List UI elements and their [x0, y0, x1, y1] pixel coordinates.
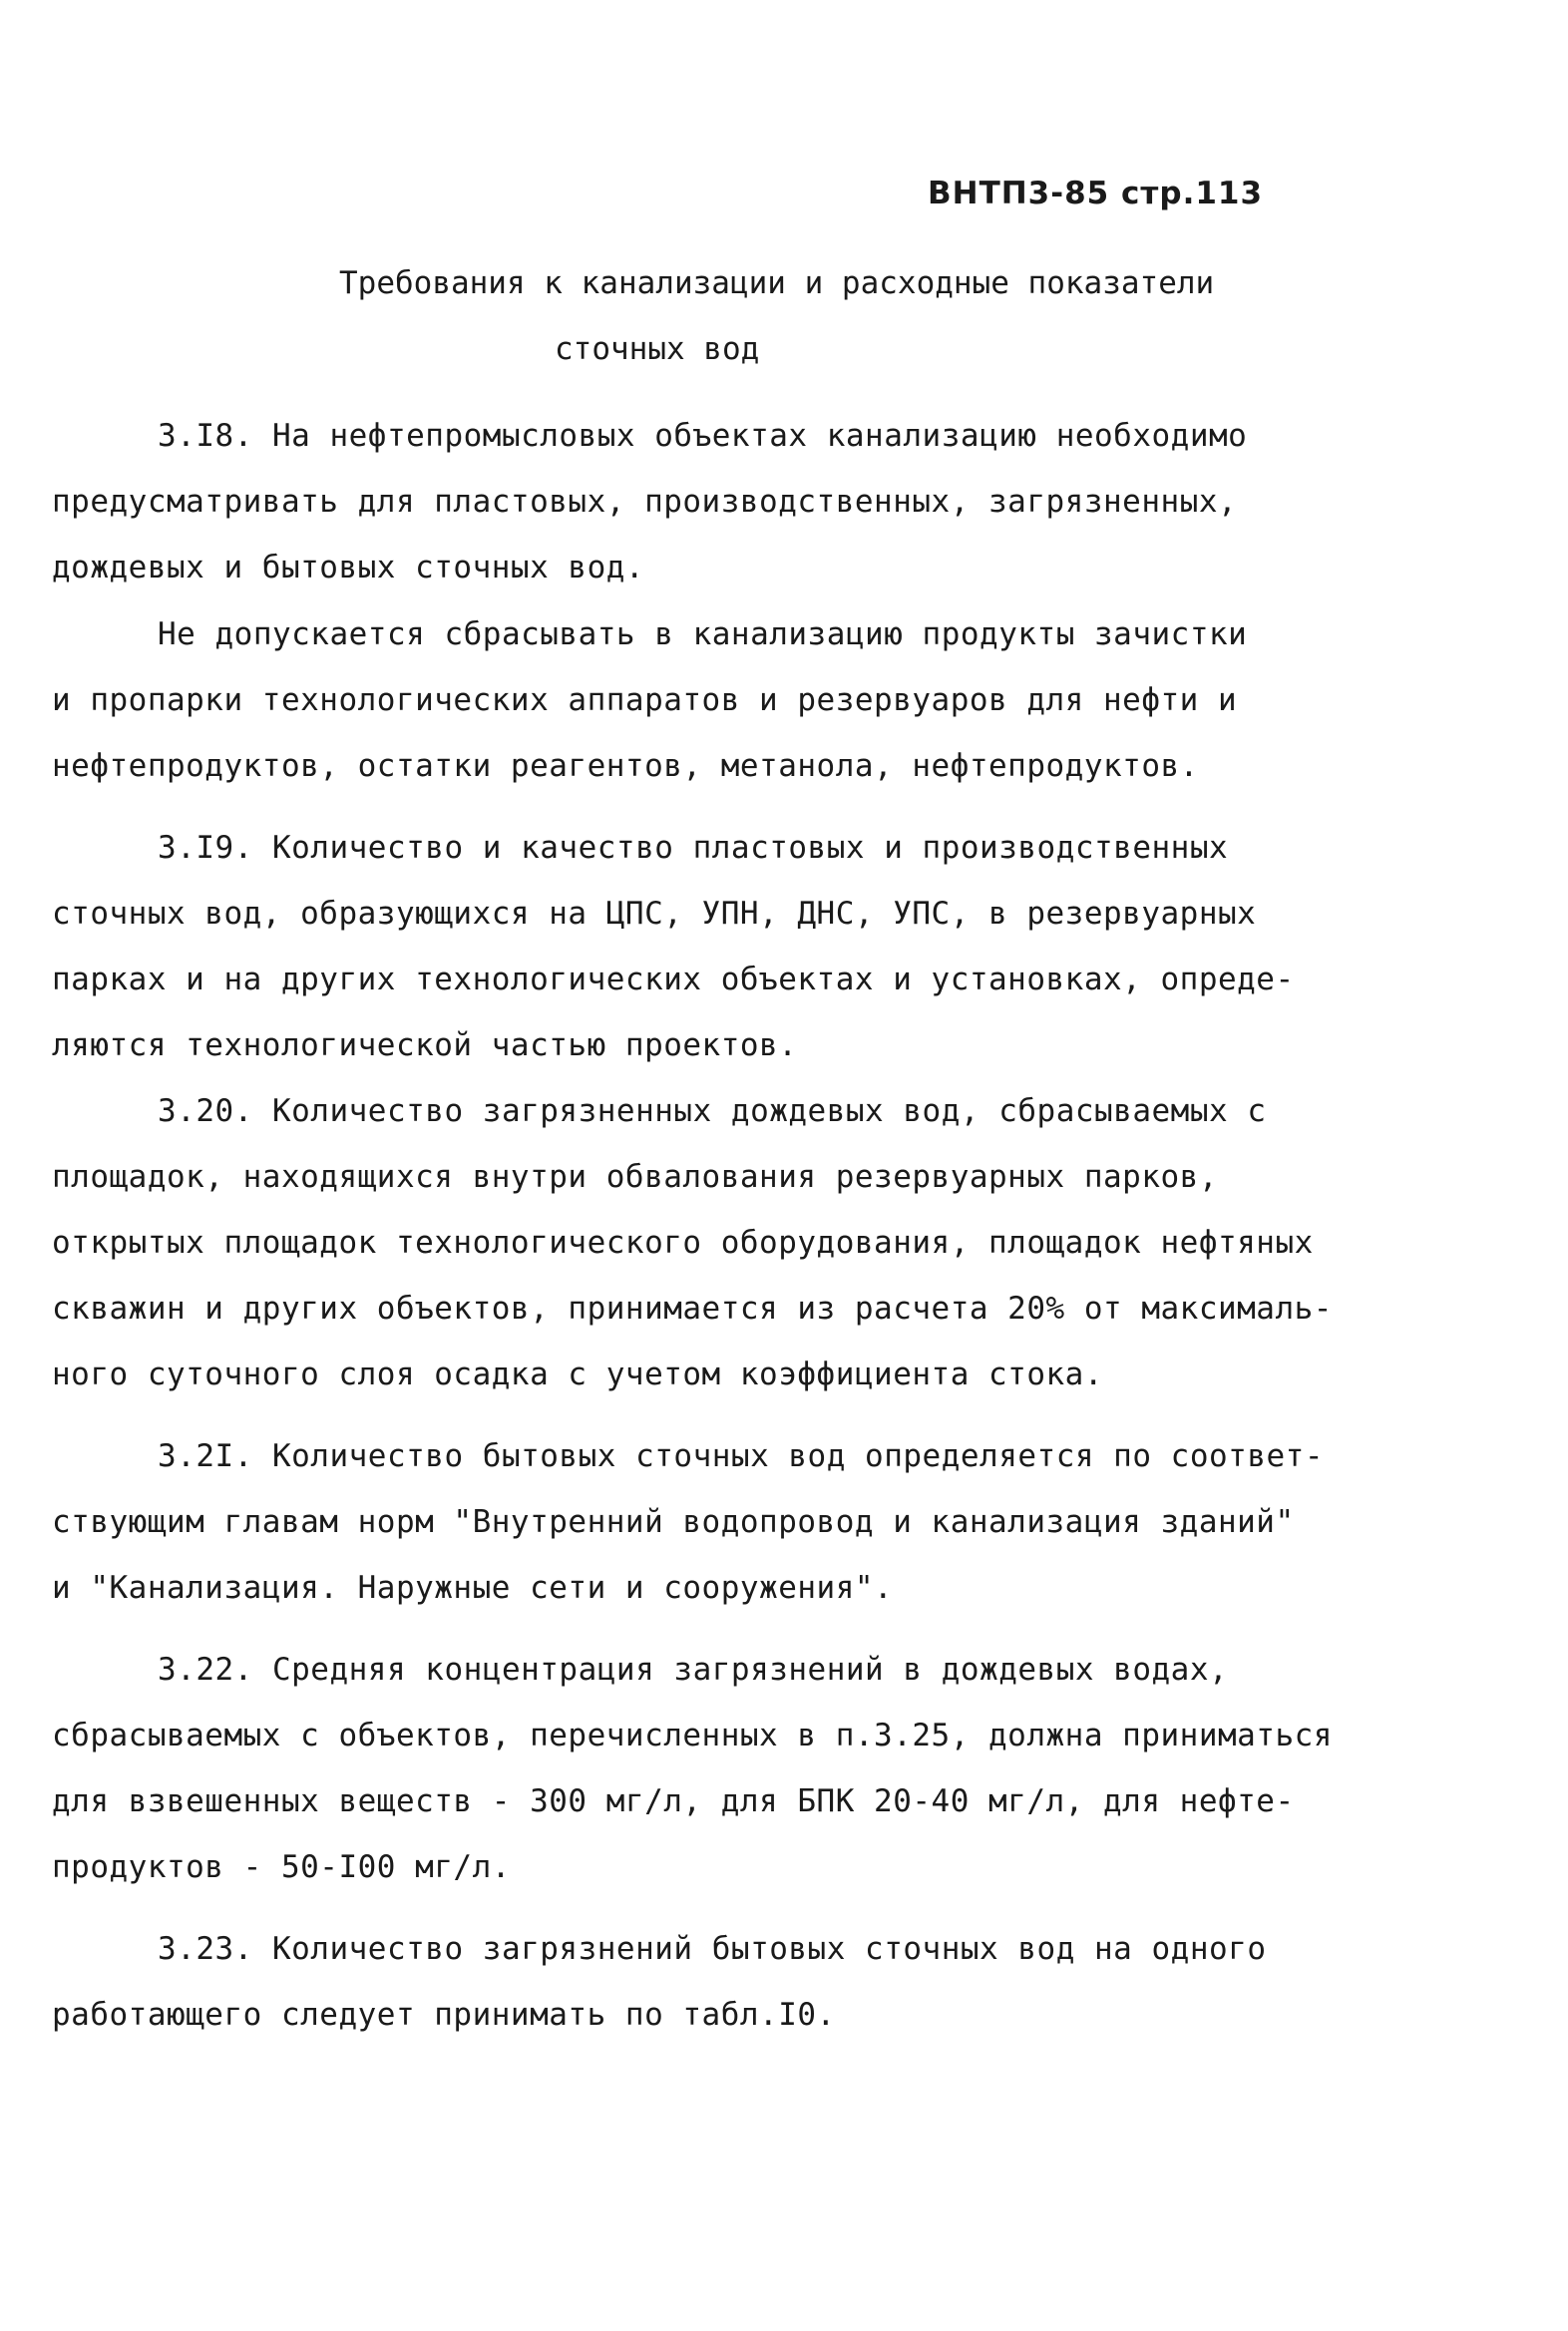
paragraph-3-20-line: 3.20. Количество загрязненных дождевых вод, сбрасываемых с: [158, 1093, 1267, 1129]
paragraph-3-20-line: открытых площадок технологического оборудования, площадок нефтяных: [52, 1225, 1314, 1261]
paragraph-3-19-line: 3.I9. Количество и качество пластовых и производственных: [158, 830, 1229, 866]
paragraph-3-18-line: дождевых и бытовых сточных вод.: [52, 550, 645, 585]
paragraph-3-22-line: для взвешенных веществ - 300 мг/л, для БПК 20-40 мг/л, для нефте-: [52, 1783, 1295, 1819]
paragraph-prohibition-line: и пропарки технологических аппаратов и резервуаров для нефти и: [52, 682, 1238, 718]
paragraph-3-23-line: работающего следует принимать по табл.I0.: [52, 1997, 836, 2033]
paragraph-3-19-line: ляются технологической частью проектов.: [52, 1027, 798, 1063]
paragraph-3-22-line: сбрасываемых с объектов, перечисленных в п.3.25, должна приниматься: [52, 1718, 1333, 1753]
paragraph-3-21-line: и "Канализация. Наружные сети и сооружения".: [52, 1570, 894, 1606]
paragraph-3-22-line: продуктов - 50-I00 мг/л.: [52, 1849, 511, 1885]
section-title-line-2: сточных вод: [555, 331, 760, 367]
paragraph-3-20-line: площадок, находящихся внутри обвалования резервуарных парков,: [52, 1159, 1218, 1195]
paragraph-3-23-line: 3.23. Количество загрязнений бытовых сточных вод на одного: [158, 1931, 1267, 1967]
paragraph-3-18-line: 3.I8. На нефтепромысловых объектах канализацию необходимо: [158, 418, 1248, 454]
paragraph-3-19-line: сточных вод, образующихся на ЦПС, УПН, ДНС, УПС, в резервуарных: [52, 896, 1257, 932]
page-header: ВНТП3-85 стр.113: [928, 176, 1264, 211]
paragraph-3-19-line: парках и на других технологических объектах и установках, опреде-: [52, 962, 1295, 997]
paragraph-3-21-line: 3.2I. Количество бытовых сточных вод определяется по соответ-: [158, 1438, 1324, 1474]
section-title-line-1: Требования к канализации и расходные показатели: [339, 265, 1215, 301]
paragraph-3-20-line: скважин и других объектов, принимается из расчета 20% от максималь-: [52, 1291, 1333, 1327]
paragraph-3-18-line: предусматривать для пластовых, производственных, загрязненных,: [52, 484, 1238, 520]
paragraph-prohibition-line: нефтепродуктов, остатки реагентов, метанола, нефтепродуктов.: [52, 748, 1199, 784]
paragraph-prohibition-line: Не допускается сбрасывать в канализацию продукты зачистки: [158, 616, 1248, 652]
paragraph-3-21-line: ствующим главам норм "Внутренний водопровод и канализация зданий": [52, 1504, 1295, 1540]
paragraph-3-22-line: 3.22. Средняя концентрация загрязнений в дождевых водах,: [158, 1652, 1229, 1688]
paragraph-3-20-line: ного суточного слоя осадка с учетом коэффициента стока.: [52, 1357, 1103, 1392]
